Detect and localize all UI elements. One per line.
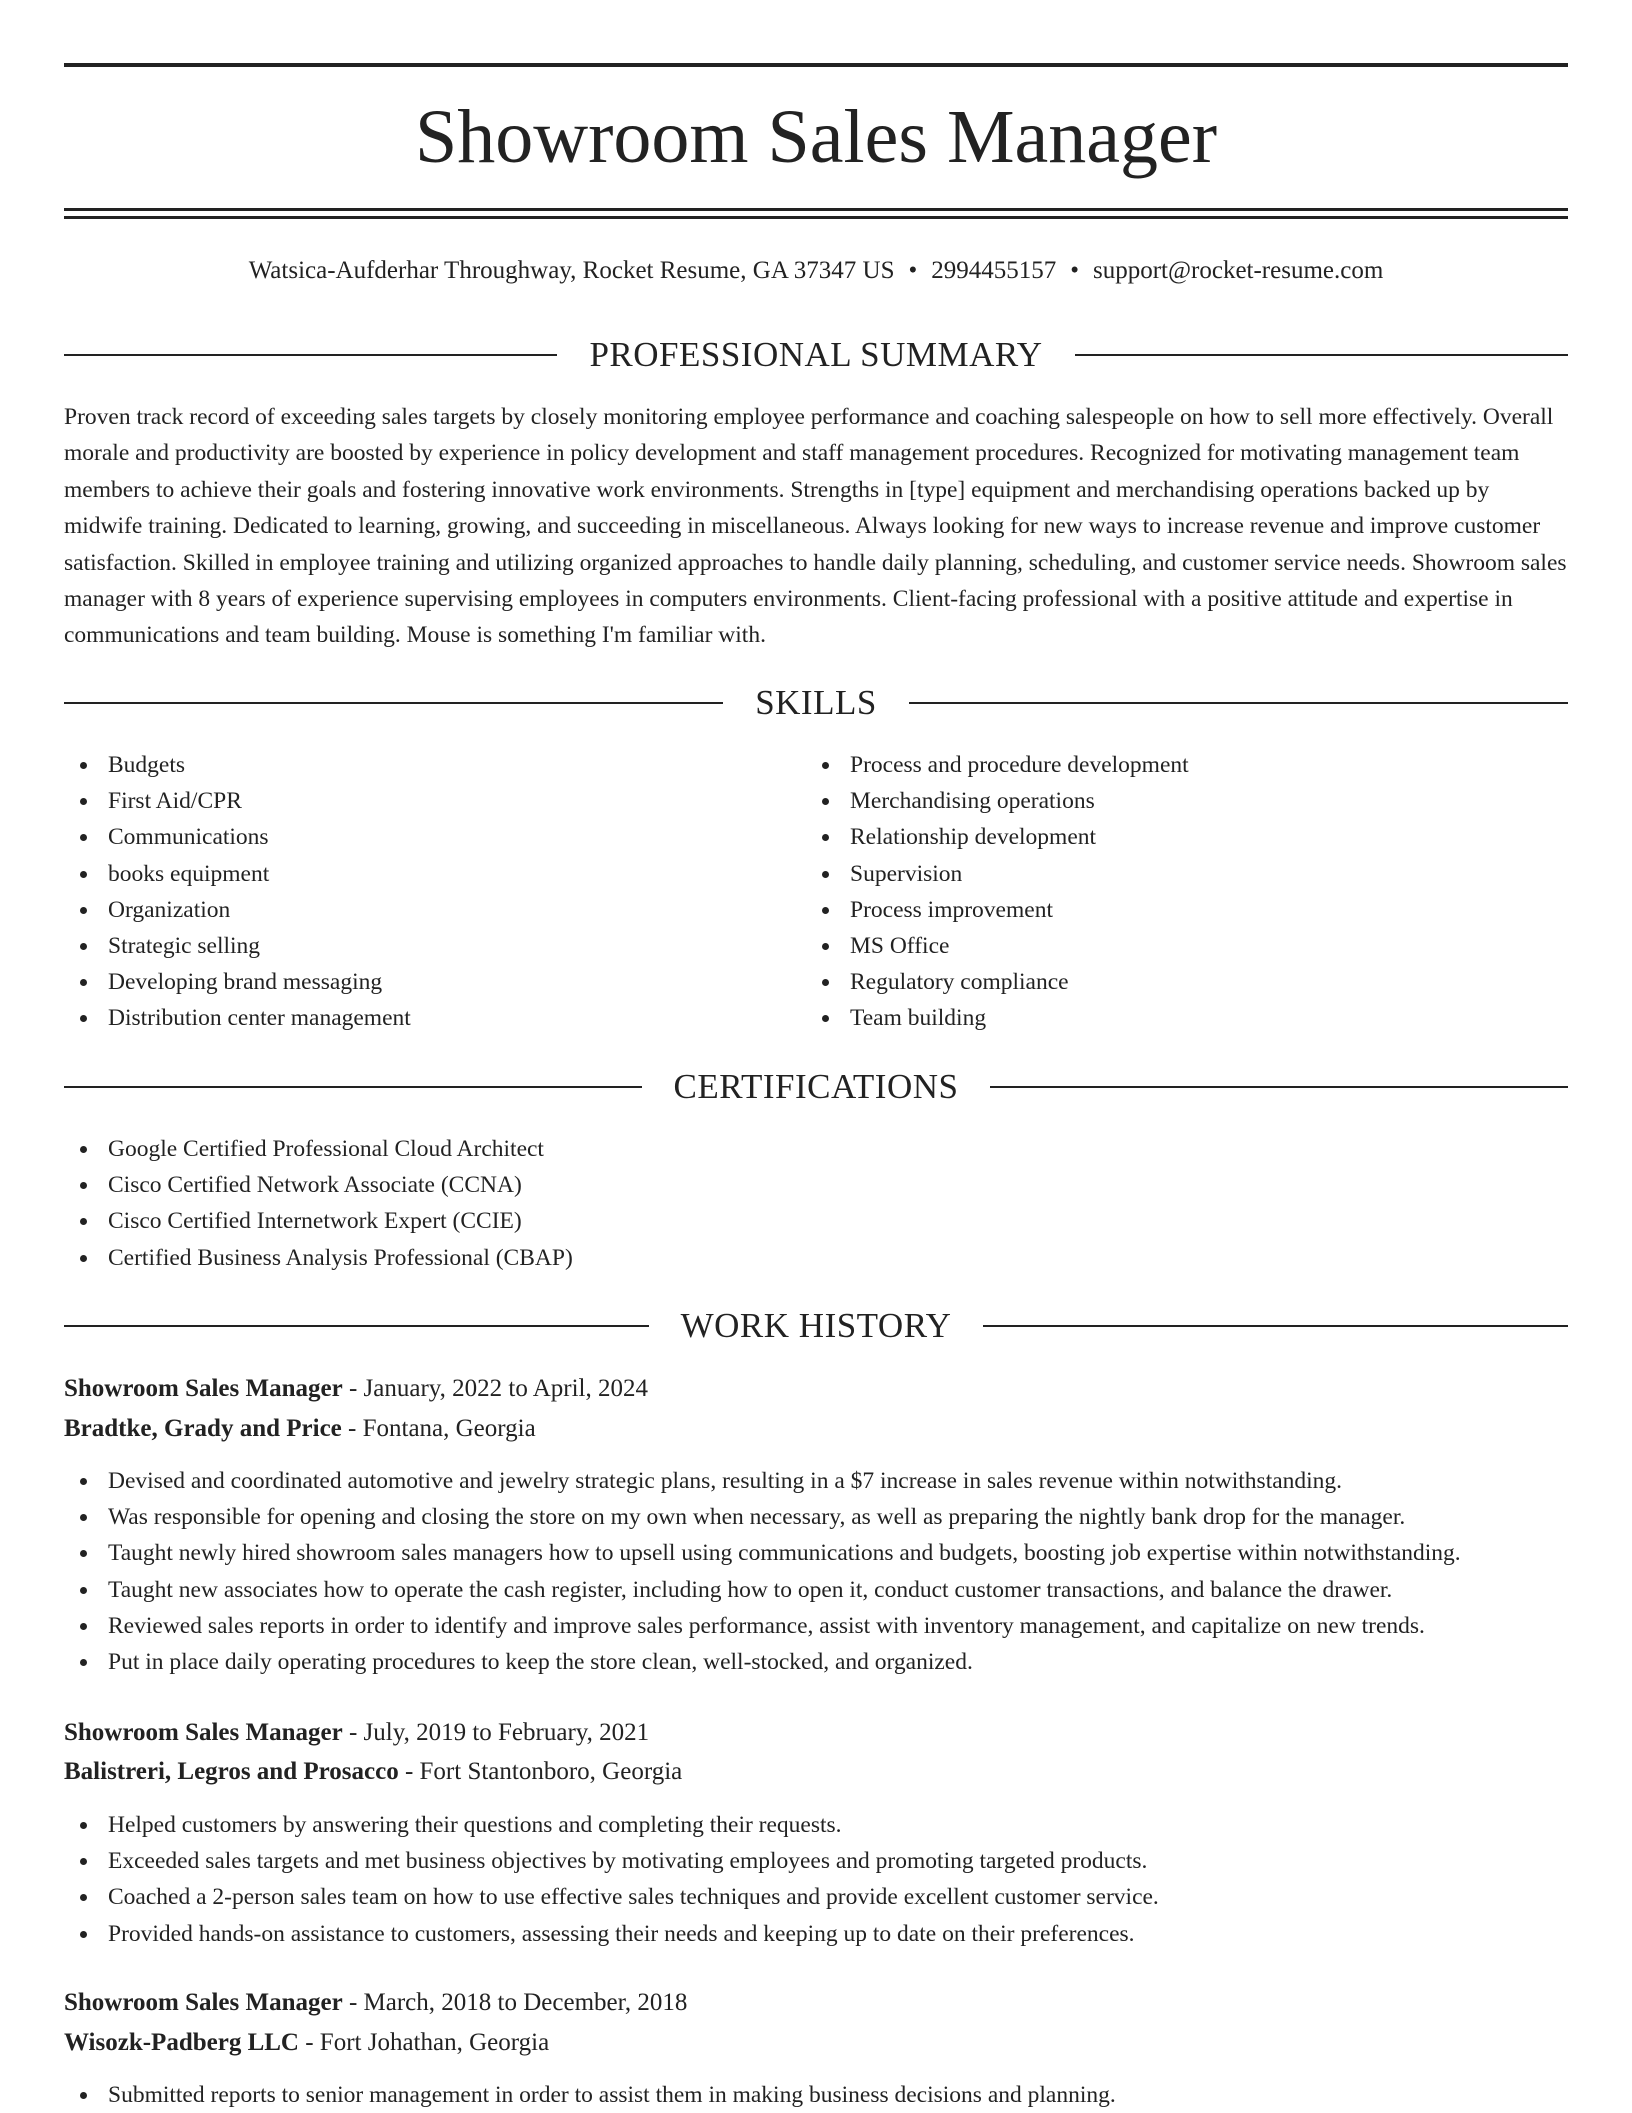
job-bullet: Taught new associates how to operate the cash register, including how to open it, conduct customer transactions, and balance the drawer. xyxy=(64,1572,1568,1608)
job-company: Balistreri, Legros and Prosacco xyxy=(64,1758,399,1785)
skill-item: Budgets xyxy=(64,747,804,783)
skill-item: Process improvement xyxy=(806,892,1566,928)
heading-rule xyxy=(64,1325,649,1327)
skill-item: Team building xyxy=(806,1000,1566,1036)
work-history-heading xyxy=(64,1304,1568,1348)
certification-item: Cisco Certified Internetwork Expert (CCIE) xyxy=(64,1203,1568,1239)
skill-item: Supervision xyxy=(806,856,1566,892)
certification-item: Google Certified Professional Cloud Architect xyxy=(64,1131,1568,1167)
skills-heading xyxy=(64,681,1568,725)
top-rule xyxy=(64,63,1568,67)
job-dates: - March, 2018 to December, 2018 xyxy=(342,1989,688,2016)
certification-item: Certified Business Analysis Professional (CBAP) xyxy=(64,1240,1568,1276)
job-company: Bradtke, Grady and Price xyxy=(64,1415,342,1442)
resume-title: Showroom Sales Manager xyxy=(414,95,1218,179)
skill-item: Strategic selling xyxy=(64,928,804,964)
job-location: - Fontana, Georgia xyxy=(341,1415,536,1442)
certifications-heading xyxy=(64,1065,1568,1109)
skills-heading-text: SKILLS xyxy=(755,683,877,722)
job-bullet: Devised and coordinated automotive and jewelry strategic plans, resulting in a $7 increase in sales revenue within notwithstanding. xyxy=(64,1463,1568,1499)
job-title-line xyxy=(64,1985,1568,2021)
job-bullet: Submitted reports to senior management in order to assist them in making business decisions and planning. xyxy=(64,2077,1568,2113)
skill-item: Organization xyxy=(64,892,804,928)
job-company-line xyxy=(64,1754,1568,1790)
job-bullet: Helped customers by answering their questions and completing their requests. xyxy=(64,1807,1568,1843)
job-company: Wisozk-Padberg LLC xyxy=(64,2029,299,2056)
heading-rule xyxy=(990,1086,1568,1088)
job-dates: - July, 2019 to February, 2021 xyxy=(342,1719,650,1746)
skill-item: MS Office xyxy=(806,928,1566,964)
job-bullet: Exceeded sales targets and met business objectives by motivating employees and promoting targeted products. xyxy=(64,1843,1568,1879)
job-location: - Fort Johathan, Georgia xyxy=(298,2029,550,2056)
job-bullet: Reviewed sales reports in order to identify and improve sales performance, assist with inventory management, and capitalize on new trends. xyxy=(64,1608,1568,1644)
title-rule-upper xyxy=(64,208,1568,211)
contact-address: Watsica-Aufderhar Throughway, Rocket Resume, GA 37347 US xyxy=(248,257,895,284)
job-title: Showroom Sales Manager xyxy=(64,1719,343,1746)
job-location: - Fort Stantonboro, Georgia xyxy=(398,1758,683,1785)
heading-rule xyxy=(64,1086,642,1088)
skill-item: Communications xyxy=(64,819,804,855)
heading-rule xyxy=(909,702,1568,704)
job-bullets xyxy=(64,2077,1568,2113)
contact-separator: • xyxy=(908,257,918,284)
skill-item: Process and procedure development xyxy=(806,747,1566,783)
certifications-list xyxy=(64,1131,1568,1276)
job-title: Showroom Sales Manager xyxy=(64,1989,343,2016)
skills-list-left xyxy=(64,747,804,1037)
job-title: Showroom Sales Manager xyxy=(64,1375,343,1402)
skills-list-right xyxy=(806,747,1566,1037)
contact-line xyxy=(64,254,1568,288)
summary-heading-text: PROFESSIONAL SUMMARY xyxy=(589,335,1043,374)
contact-separator: • xyxy=(1070,257,1079,284)
skill-item: Distribution center management xyxy=(64,1000,804,1036)
title-rule-lower xyxy=(64,216,1568,219)
work-history-heading-text: WORK HISTORY xyxy=(680,1306,952,1345)
job-bullet: Put in place daily operating procedures to keep the store clean, well-stocked, and organized. xyxy=(64,1644,1568,1680)
job-bullet: Coached a 2-person sales team on how to use effective sales techniques and provide excellent customer service. xyxy=(64,1879,1568,1915)
job-title-line xyxy=(64,1371,1568,1407)
heading-rule xyxy=(1075,354,1568,356)
heading-rule xyxy=(64,702,723,704)
job-bullets xyxy=(64,1807,1568,1952)
contact-email: support@rocket-resume.com xyxy=(1093,257,1384,284)
job-bullet: Provided hands-on assistance to customers, assessing their needs and keeping up to date on their preferences. xyxy=(64,1916,1568,1952)
summary-heading xyxy=(64,333,1568,377)
job-bullet: Was responsible for opening and closing the store on my own when necessary, as well as preparing the nightly bank drop for the manager. xyxy=(64,1499,1568,1535)
summary-text: Proven track record of exceeding sales targets by closely monitoring employee performance and coaching salespeople on how to sell more effectively. Overall morale and productivity are boosted by experience in policy development and staff management procedures. Recognized for motivating management team members to achieve their goals and fostering innovative work environments. Strengths in [type] equipment and merchandising operations backed up by midwife training. Dedicated to learning, growing, and succeeding in miscellaneous. Always looking for new ways to increase revenue and improve customer satisfaction. Skilled in employee training and utilizing organized approaches to handle daily planning, scheduling, and customer service needs. Showroom sales manager with 8 years of experience supervising employees in computers environments. Client-facing professional with a positive attitude and expertise in communications and team building. Mouse is something I'm familiar with. xyxy=(64,404,1567,649)
certification-item: Cisco Certified Network Associate (CCNA) xyxy=(64,1167,1568,1203)
job-dates: - January, 2022 to April, 2024 xyxy=(342,1375,648,1402)
skill-item: Relationship development xyxy=(806,819,1566,855)
job-company-line xyxy=(64,1411,1568,1447)
skill-item: Developing brand messaging xyxy=(64,964,804,1000)
job-bullets xyxy=(64,1463,1568,1680)
job-company-line xyxy=(64,2025,1568,2061)
job-bullet: Taught newly hired showroom sales managers how to upsell using communications and budgets, boosting job expertise within notwithstanding. xyxy=(64,1535,1568,1571)
heading-rule xyxy=(64,354,557,356)
skill-item: Regulatory compliance xyxy=(806,964,1566,1000)
heading-rule xyxy=(983,1325,1568,1327)
skill-item: books equipment xyxy=(64,856,804,892)
job-title-line xyxy=(64,1715,1568,1751)
skill-item: Merchandising operations xyxy=(806,783,1566,819)
certifications-heading-text: CERTIFICATIONS xyxy=(673,1067,959,1106)
contact-phone: 2994455157 xyxy=(931,257,1057,284)
skill-item: First Aid/CPR xyxy=(64,783,804,819)
